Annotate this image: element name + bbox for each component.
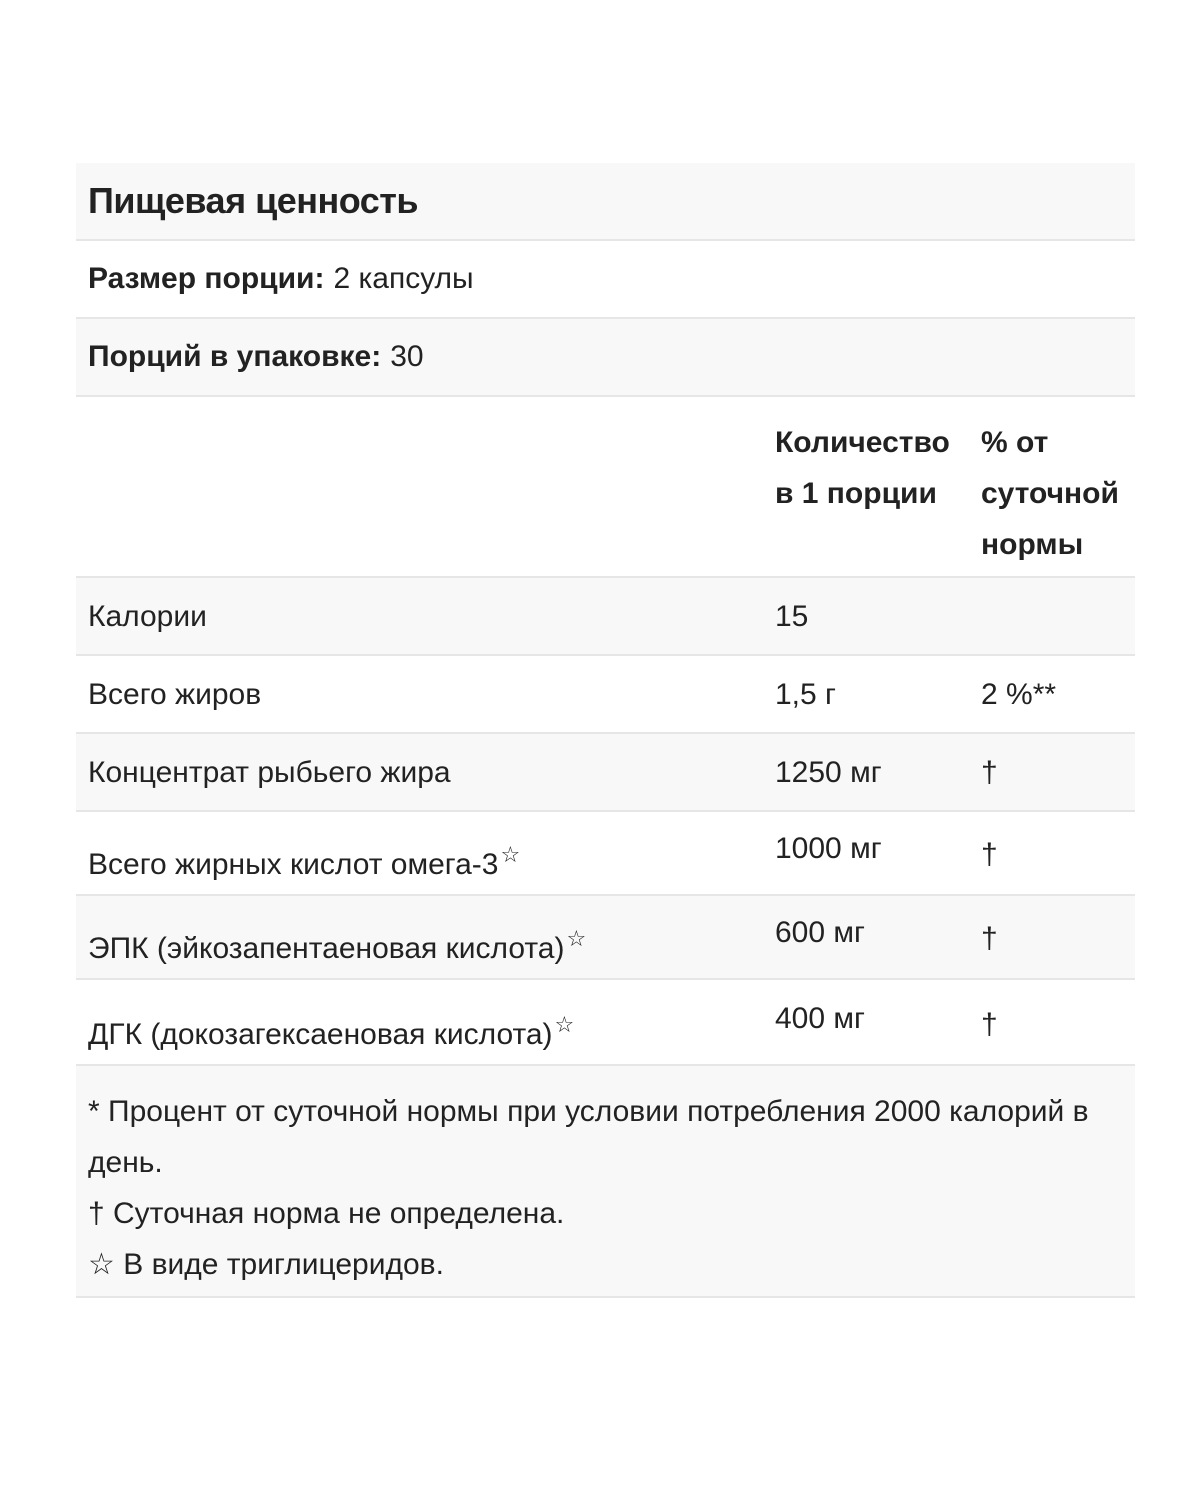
nutrient-amount: 600 мг <box>775 916 865 949</box>
nutrient-name: Всего жирных кислот омега-3 <box>88 848 499 881</box>
nutrient-amount: 1000 мг <box>775 832 882 865</box>
footnote-triglyceride-form: ☆ В виде триглицеридов. <box>88 1248 444 1281</box>
header-amount-line: Количество <box>775 426 950 459</box>
nutrient-amount: 15 <box>775 600 809 633</box>
nutrient-daily-value: † <box>981 922 998 955</box>
header-daily-value-cell <box>981 417 1135 570</box>
table-row <box>76 656 1135 734</box>
serving-size-value: 2 капсулы <box>333 262 474 295</box>
table-header-row <box>76 397 1135 578</box>
nutrient-name: ДГК (докозагексаеновая кислота) <box>88 1018 553 1051</box>
nutrient-daily-value: † <box>981 1008 998 1041</box>
nutrition-facts-panel <box>76 163 1135 1298</box>
triglyceride-star-mark: ☆ <box>554 1012 575 1037</box>
serving-size-label: Размер порции: <box>88 262 325 295</box>
footnote-daily-value-basis: * Процент от суточной нормы при условии потребления 2000 калорий в день. <box>88 1095 1089 1179</box>
servings-per-container-value: 30 <box>390 340 424 373</box>
footnote-daily-value-not-established: † Суточная норма не определена. <box>88 1197 565 1230</box>
header-amount-line: в 1 порции <box>775 477 937 510</box>
nutrient-name: ЭПК (эйкозапентаеновая кислота) <box>88 932 565 965</box>
nutrient-daily-value: † <box>981 838 998 871</box>
nutrient-name-cell <box>88 837 775 883</box>
header-daily-value-line: суточной <box>981 477 1119 510</box>
table-row <box>76 578 1135 656</box>
servings-per-container-row <box>76 319 1135 397</box>
triglyceride-star-mark: ☆ <box>566 926 587 951</box>
nutrient-amount: 400 мг <box>775 1002 865 1035</box>
header-daily-value-line: % от <box>981 426 1049 459</box>
header-amount-cell <box>775 417 981 519</box>
nutrient-name: Калории <box>88 600 207 633</box>
panel-title: Пищевая ценность <box>88 180 419 221</box>
nutrient-daily-value: 2 %** <box>981 678 1057 711</box>
footnotes <box>76 1066 1135 1296</box>
table-row <box>76 896 1135 980</box>
nutrient-amount: 1,5 г <box>775 678 836 711</box>
table-row <box>76 980 1135 1066</box>
nutrient-name: Всего жиров <box>88 678 262 711</box>
panel-title-row <box>76 163 1135 241</box>
nutrient-name: Концентрат рыбьего жира <box>88 756 451 789</box>
triglyceride-star-mark: ☆ <box>500 842 521 867</box>
nutrient-name-cell <box>88 921 775 967</box>
serving-size-row <box>76 241 1135 319</box>
nutrient-daily-value: † <box>981 756 998 789</box>
table-row <box>76 812 1135 896</box>
nutrient-amount: 1250 мг <box>775 756 882 789</box>
header-daily-value-line: нормы <box>981 528 1084 561</box>
table-row <box>76 734 1135 812</box>
nutrient-name-cell <box>88 1007 775 1053</box>
servings-per-container-label: Порций в упаковке: <box>88 340 382 373</box>
